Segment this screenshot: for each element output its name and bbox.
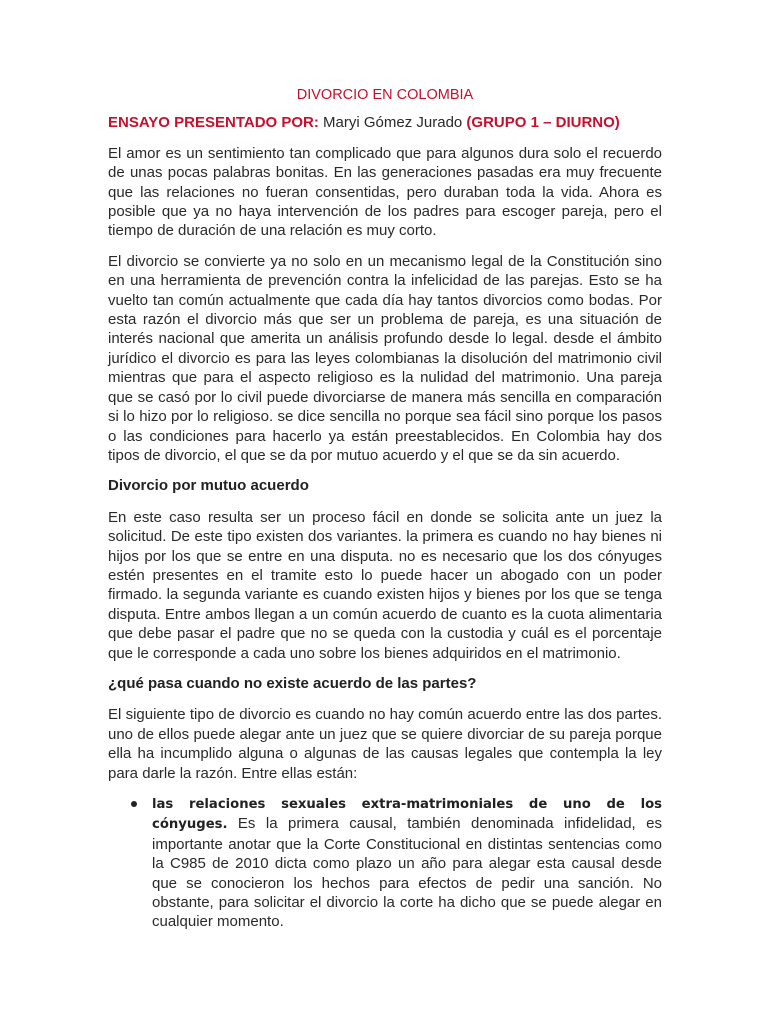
bullet-icon [131, 801, 137, 807]
section-heading-no-agreement: ¿qué pasa cuando no existe acuerdo de las partes? [108, 674, 477, 692]
document-page [108, 86, 662, 932]
byline [108, 113, 662, 132]
section-heading-mutual-agreement: Divorcio por mutuo acuerdo [108, 477, 309, 495]
byline-author: Maryi Gómez Jurado [318, 114, 467, 132]
byline-group: (GRUPO 1 – DIURNO) [466, 114, 620, 132]
mutual-agreement-paragraph: En este caso resulta ser un proceso fácil en donde se solicita ante un juez la solicitud. De este tipo existen dos variantes. la primera es cuando no hay bienes ni hijos por los que se entre en una disputa. no es necesario que los dos cónyuges estén presentes en el tramite esto lo puede hacer un abogado con un poder firmado. la segunda variante es cuando existen hijos y bienes por los que se tenga disputa. Entre ambos llegan a un común acuerdo de cuanto es la cuota alimentaria que debe pasar el padre que no se queda con la custodia y cuál es el porcentaje que le corresponde a cada uno sobre los bienes adquiridos en el matrimonio. [108, 508, 662, 662]
list-item [108, 794, 662, 932]
bullet-lead-text: las relaciones sexuales extra-matrimoniales de uno de los cónyuges. [152, 797, 662, 833]
intro-paragraph-2: El divorcio se convierte ya no solo en un mecanismo legal de la Constitución sino en una herramienta de prevención contra la infelicidad de las parejas. Esto se ha vuelto tan común actualmente que cada día hay tantos divorcios como bodas. Por esta razón el divorcio más que ser un problema de pareja, es una situación de interés nacional que amerita un análisis profundo desde lo legal. desde el ámbito jurídico el divorcio es para las leyes colombianas la disolución del matrimonio civil mientras que para el aspecto religioso es la nulidad del matrimonio. Una pareja que se casó por lo civil puede divorciarse de manera más sencilla en comparación si lo hizo por lo religioso. se dice sencilla no porque sea fácil sino porque los pasos o las condiciones para hacerlo ya están preestablecidos. En Colombia hay dos tipos de divorcio, el que se da por mutuo acuerdo y el que se da sin acuerdo. [108, 252, 662, 464]
byline-label: ENSAYO PRESENTADO POR: [108, 114, 319, 132]
causes-list [108, 794, 662, 932]
bullet-body-text: Es la primera causal, también denominada infidelidad, es importante anotar que la Corte Constitucional en distintas sentencias como la C985 de 2010 dicta como plazo un año para alegar esta causal desde que se conocieron los hechos para efectos de pedir una sanción. No obstante, para solicitar el divorcio la corte ha dicho que se puede alegar en cualquier momento. [152, 815, 662, 931]
no-agreement-paragraph: El siguiente tipo de divorcio es cuando no hay común acuerdo entre las dos partes. uno de ellos puede alegar ante un juez que se quiere divorciar de su pareja porque ella ha incumplido alguna o algunas de las causas legales que contempla la ley para darle la razón. Entre ellas están: [108, 706, 662, 782]
intro-paragraph-1: El amor es un sentimiento tan complicado que para algunos dura solo el recuerdo de unas pocas palabras bonitas. En las generaciones pasadas era muy frecuente que las relaciones no fueran consentidas, pero duraban toda la vida. Ahora es posible que ya no haya intervención de los padres para escoger pareja, pero el tiempo de duración de una relación es muy corto. [108, 144, 662, 240]
document-title: DIVORCIO EN COLOMBIA [296, 87, 474, 103]
